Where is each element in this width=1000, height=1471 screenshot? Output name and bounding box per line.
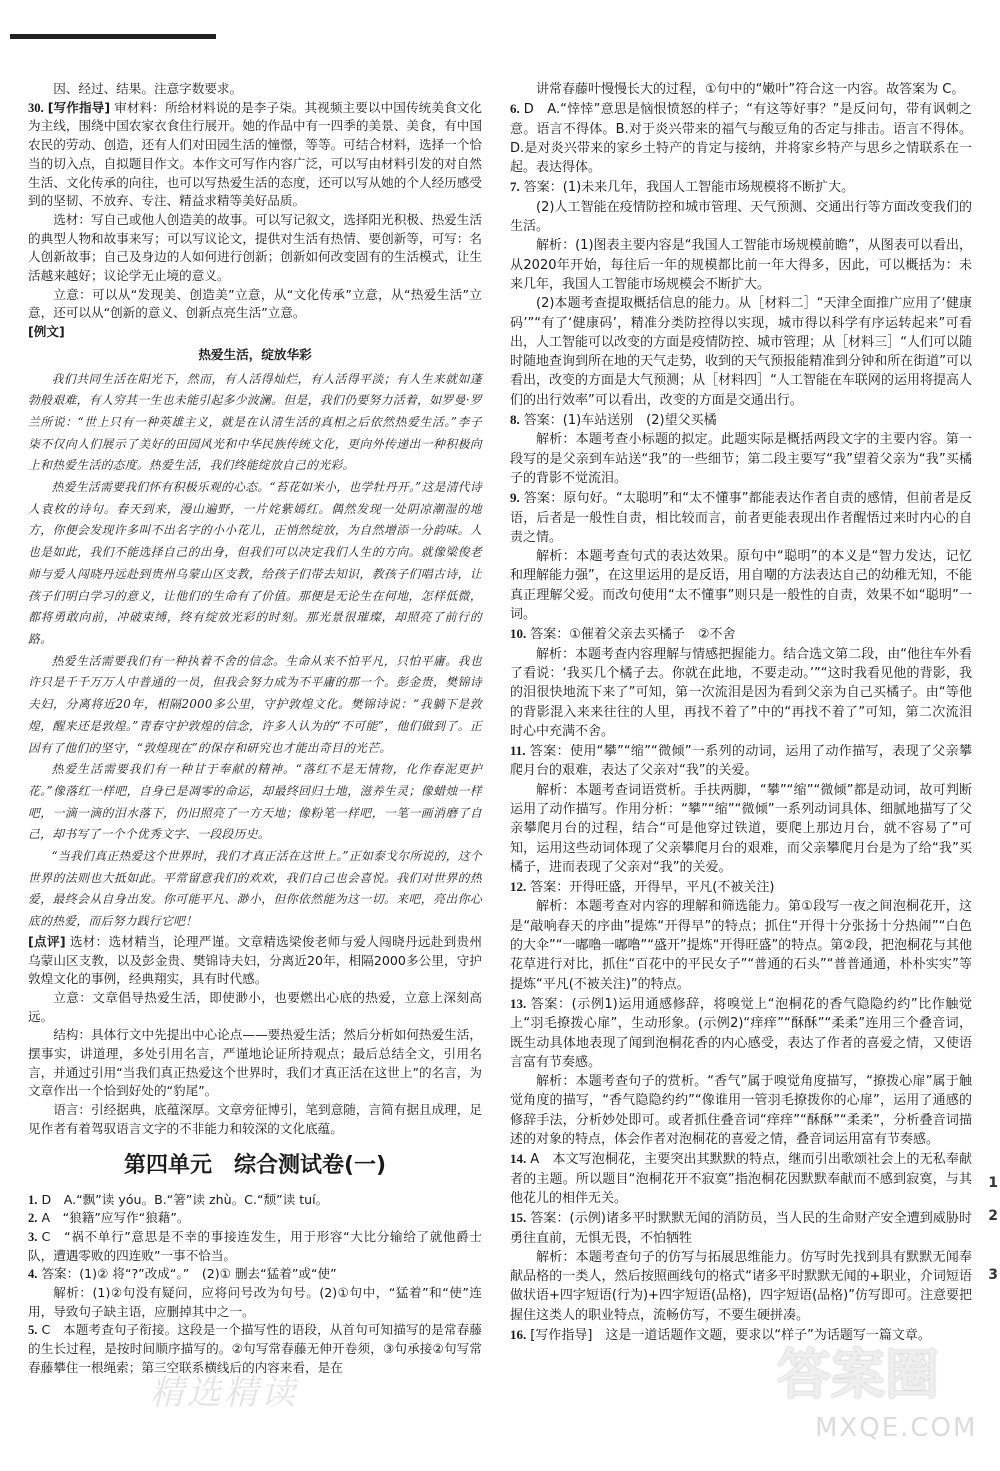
essay-para-1: 我们共同生活在阳光下，然而，有人活得灿烂，有人活得平淡；有人生来就如蓬勃般艰难，有人穷其一生也未能引起多少波澜。但是，我们仍要努力活着，如罗曼·罗兰所说：“世上只有一种英雄主义，就是在认清生活的真相之后依然热爱生活。”李子柒不仅向人们展示了美好的田园风光和中华民族传统文化，更向外传递出一种积极向上和热爱生活的态度。热爱生活，我们终能绽放自己的光彩。 [28,371,482,473]
continuation-text-right: 讲常春藤叶慢慢长大的过程，①句中的“嫩叶”符合这一内容。故答案为 C。 [536,82,965,97]
answer-text: (2)本题考查提取概括信息的能力。从［材料二］“天津全面推广应用了‘健康码’”“有了‘健康码’，精准分类防控得以实现，城市得以科学有序运转起来”可看出，人工智能可以改变的方面是疫情防控、城市管理；从［材料三］“人们可以随时随地查询到所在地的天气走势，收到的天气预报能精准到分钟和所在街道”可以看出，改变的方面是大气预测；从［材料四］“人工智能在车联网的运用将提高人们的出行效率”可以看出，改变的方面是交通出行。 [510,296,972,408]
answer-text: 解析：本题考查对内容的理解和筛选能力。第①段写一夜之间泡桐花开，这是“敲响春天的序曲”提炼“开得早”的特点；抓住“开得十分张扬十分热闹”“白色的大伞”“一嘟噜一嘟噜”“盛开”提炼“开得旺盛”的特点。第②段，把泡桐花与其他花草进行对比，抓住“百花中的平民女子”“普通的石头”“普普通通，朴朴实实”等提炼“平凡(不被关注)”的特点。 [510,899,972,992]
answer-text: A “狼籍”应写作“狼藉”。 [41,1210,190,1226]
answer-text: 解析：本题考查句子的仿写与拓展思维能力。仿写时先找到具有默默无闻奉献品格的一类人，然后按照画线句的格式“诸多平时默默无闻的+职业，介词短语做状语+四字短语(行为)+四字短语(品格)，四字短语(品格)”仿写即可。注意要把握住这类人的职业特点，流畅仿写，不要生硬拼凑。 [510,1249,972,1323]
answer-text: D A.“飘”读 yóu。B.“箸”读 zhù。C.“颓”读 tuí。 [41,1191,329,1207]
answer-item [510,877,972,897]
answer-text: 答案：(示例1)运用通感修辞，将嗅觉上“泡桐花的香气隐隐约约”比作触觉上“羽毛撩拨心扉”，生动形象。(示例2)“痒痒”“酥酥”“柔柔”连用三个叠音词，既生动具体地表现了闻到泡桐花香的内心感受，表达了作者的喜爱之情，又使语言富有节奏感。 [510,996,972,1070]
unit-title: 第四单元 综合测试卷(一) [123,1152,387,1178]
answer-text: 答案：(1)② 将“?”改成“。” (2)① 删去“猛着”或“使” [41,1266,337,1282]
margin-number-1: 1 [988,1175,998,1191]
answer-text: 答案：①催着父亲去买橘子 ②不舍 [530,627,736,643]
answer-number: 3. [28,1229,38,1244]
answer-number: 14. [510,1151,527,1167]
answer-item [28,1228,482,1265]
answer-text: 解析：本题考查小标题的拟定。此题实际是概括两段文字的主要内容。第一段写的是父亲到车站送“我”的一些细节；第二段主要写“我”望着父亲为“我”买橘子的背影不觉流泪。 [510,432,972,486]
faint-stamp-text: 精选精读 [150,1373,298,1413]
answer-item [510,994,972,1072]
answer-item [510,236,972,294]
q30-tag: [写作指导] [47,99,111,115]
answer-item [510,624,972,644]
review-para-1: [点评] 选材：选材精当，论理严谨。文章精选梁俊老师与爱人闯晓丹远赴到贵州乌蒙山区支教，以及彭金贵、樊锦诗夫妇，分离近20年，相隔2000多公里，守护敦煌文化的事例，经典翔实，具有时代感。 [28,933,483,987]
answer-item [28,1191,482,1210]
answer-text: 答案：(示例)诸多平时默默无闻的消防员，当人民的生命财产安全遭到威胁时勇往直前，无惧无畏，不怕牺牲 [510,1211,972,1246]
right-answer-list [510,99,972,1345]
answer-item [510,177,972,197]
answer-text: 答案：原句好。“太聪明”和“太不懂事”都能表达作者自责的感情，但前者是反语，后者是一般性自责，相比较而言，前者更能表现出作者醒悟过来时内心的自责之情。 [510,491,972,545]
answer-item [28,1265,482,1284]
answer-text: 解析：本题考查词语赏析。手扶两脚，“攀”“缩”“微倾”都是动词，故可判断运用了动作描写。作用分析：“攀”“缩”“微倾”一系列动词具体、细腻地描写了父亲攀爬月台的过程，结合“可是他穿过铁道，要爬上那边月台，就不容易了”可知，运用这些动词体现了父亲攀爬月台的艰难，而父亲攀爬月台是为了给“我”买橘子，进而表现了父亲对“我”的关爱。 [510,782,972,875]
answer-item [510,897,972,993]
margin-number-2: 2 [988,1208,998,1224]
header-rule [10,34,216,39]
answer-text: C 本题考查句子衔接。这段是一个描写性的语段，从首句可知描写的是常春藤的生长过程，是按时间顺序描写的。②句写常春藤无伸开卷须，③句承接②句写常春藤攀住一根绳索；第三空联系横线后的内容来看，是在 [28,1322,482,1375]
answer-item [510,1072,972,1149]
review-para-4: 语言：引经据典，底蕴深厚。文章旁征博引，笔到意随，言简有据且成理，足见作者有着驾驭语言文字的不非能力和较深的文化底蕴。 [28,1102,482,1136]
answer-number: 9. [510,490,520,506]
margin-number-3: 3 [988,1267,998,1283]
essay-para-3: 热爱生活需要我们有一种执着不舍的信念。生命从来不怕平凡，只怕平庸。我也许只是千千万万人中普通的一员，但我会努力成为不平庸的那一个。彭金贵，樊锦诗夫妇，分离将近20年，相隔2000多公里，守护敦煌文化。樊锦诗说：“我躺下是敦煌，醒来还是敦煌。”青春守护敦煌的信念，许多人认为的“不可能”，他们做到了。正因有了他们的坚守，“敦煌现在”的保存和研究也才能出奇目的光芒。 [28,653,482,755]
answer-number: 12. [510,879,527,895]
answer-item [510,1149,972,1208]
example-tag: [例文] [28,324,65,340]
answer-item [510,198,972,237]
answer-item [510,781,972,877]
answer-number: 15. [510,1210,527,1226]
answer-text: 解析：本题考查句子的赏析。“香气”属于嗅觉角度描写，“撩拨心扉”属于触觉角度的描写，“香气隐隐约约”“像谁用一管羽毛撩拨你的心扉”，运用了通感的修辞手法，分析妙处即可。或者抓住叠音词“痒痒”“酥酥”“柔柔”，分析叠音词描述的对象的特点，体会作者对泡桐花的喜爱之情，叠音词运用富有节奏感。 [510,1074,972,1148]
q30-number: 30. [28,100,44,115]
answer-number: 6. [510,101,520,117]
watermark-logo [771,1343,976,1453]
left-answer-list [28,1191,482,1378]
left-column [28,80,482,1378]
answer-number: 10. [510,626,527,642]
review-tag: [点评] [28,933,66,949]
answer-number: 1. [28,1192,38,1207]
answer-text: 解析：本题考查内容理解与情感把握能力。结合选文第二段，由“他往车外看了看说：‘我买几个橘子去。你就在此地，不要走动。’”“这时我看见他的背影，我的泪很快地流下来了”可知，第一次流泪是因为看到父亲为自己买橘子。由“等他的背影混入来来往往的人里，再找不着了”中的“再找不着了”可知，第二次流泪时心中充满不舍。 [510,646,972,739]
q30-para-2: 选材：写自己或他人创造美的故事。可以写记叙文，选择阳光积极、热爱生活的典型人物和故事来写；可以写议论文，提供对生活有热情、要创新等，可写：名人创新故事；自己及身边的人如何进行创新；创新如何改变固有的生活模式，让生活越来越好；议论学无止境的意义。 [28,211,482,284]
answer-number: 16. [510,1327,527,1342]
answer-item [28,1209,482,1228]
q30-text-1: 审材料：所给材料说的是李子柒。其视频主要以中国传统美食文化为主线，围绕中国农家衣食住行展开。她的作品中有一四季的美景、美食，有中国农民的劳动、创造，还有人们对田园生活的憧憬，等等。可结合材料，选择一个恰当的切入点，自拟题目作文。本作文可写作内容广泛，可以写由材料引发的对自然生活、文化传承的向往，也可以写热爱生活的态度，还可以写从她的个人经历感受到的坚韧、不放弃、专注、精益求精等美好品质。 [28,99,483,209]
answer-text: 答案：(1)未来几年，我国人工智能市场规模将不断扩大。 [523,180,855,196]
answer-text: (2)人工智能在疫情防控和城市管理、天气预测、交通出行等方面改变我们的生活。 [510,199,972,235]
continuation-text: 因、经过、结果。注意字数要求。 [53,81,243,96]
answer-text: 解析：(1)②句没有疑问，应将问号改为句号。(2)①句中，“猛着”和“使”连用，导致句子缺主语，应删掉其中之一。 [28,1285,482,1319]
answer-text: D A.“悻悻”意思是恼恨愤怒的样子；“有这等好事？”是反问句，带有讽刺之意。语言不得体。B.对于炎兴带来的福气与酸豆角的否定与排击。语言不得体。D.是对炎兴带来的家乡土特产的肯定与接纳，并将家乡特产与思乡之情联系在一起。表达得体。 [510,102,972,176]
answer-text: 答案：(1)车站送别 (2)望父买橘 [523,413,717,429]
answer-item [510,410,972,430]
answer-text: C “祸不单行”意思是不幸的事接连发生，用于形容“大比分输给了就他爵士队，遭遇零败的四连败”一事不恰当。 [28,1228,482,1263]
answer-text: [写作指导] 这是一道话题作文题，要求以“样子”为话题写一篇文章。 [530,1328,931,1343]
answer-text: A 本文写泡桐花，主要突出其默默的特点，继而引出歌颂社会上的无私奉献者的主题。所以题目“泡桐花开不寂寞”指泡桐花因默默奉献而不感到寂寞，与其他花儿的相伴无关。 [510,1152,972,1206]
essay-para-5: “当我们真正热爱这个世界时，我们才真正活在这世上。”正如泰戈尔所说的，这个世界的法则也大抵如此。平常留意我们的欢欢，我们自己也会喜悦。我们对世界的热爱，最终会从自身出发。你可能平凡、渺小，但你依然能为这一切。来吧，亮出你心底的热爱，而后努力践行它吧！ [28,849,482,929]
answer-number: 7. [510,179,520,195]
answer-text: 解析：(1)图表主要内容是“我国人工智能市场规模前瞻”，从图表可以看出，从2020年开始，每往后一年的规模都比前一年大得多，因此，可以概括为：未来几年，我国人工智能市场规模会不断扩大。 [510,238,972,292]
answer-number: 4. [28,1267,38,1282]
answer-item [510,99,972,177]
essay-para-4: 热爱生活需要我们有一种甘于奉献的精神。“落红不是无情物，化作春泥更护花。”像落红一样吧，自身已是凋零的命运，却最终回归土地，滋养生灵；像蜡烛一样吧，一滴一滴的泪水落下，仍旧照亮了一方天地；像粉笔一样吧，一笔一画消磨了自己，却书写了一个个优秀文字、一段段历史。 [28,762,482,842]
answer-number: 8. [510,412,520,428]
essay-para-2: 热爱生活需要我们怀有积极乐观的心态。“苔花如米小，也学牡丹开。”这是清代诗人袁枚的诗句。春天到来，漫山遍野，一片姹紫嫣红。偶然发现一处阴凉潮湿的地方，你便会发现许多叫不出名字的小小花儿，正悄然绽放，为自然增添一分韵味。人也是如此，我们不能选择自己的出身，但我们可以决定我们人生的方向。就像梁俊老师与爱人闯晓丹远赴到贵州乌蒙山区支教，给孩子们带去知识，教孩子们唱古诗，让孩子们明白学习的意义，让他们的生命有了价值。那便是无论生在何地，怎样低微，都将勇敢向前，冲破束缚，终有绽放光彩的时刻。那光景很璀璨，却照亮了前行的路。 [28,480,482,646]
review-para-2: 立意：文章倡导热爱生活，即使渺小，也要燃出心底的热爱，立意上深刻高远。 [28,989,482,1024]
q30-para-3: 立意：可以从“发现美、创造美”立意，从“文化传承”立意，从“热爱生活”立意，还可以从“创新的意义、创新点亮生活”立意。 [28,286,482,321]
answer-item [510,1248,972,1325]
answer-item [510,430,972,488]
answer-number: 2. [28,1211,38,1226]
answer-number: 5. [28,1323,38,1338]
answer-number: 13. [510,995,527,1011]
answer-number: 11. [510,743,526,759]
answer-text: 答案：开得旺盛，开得早，平凡(不被关注) [530,880,775,896]
answer-item [510,1208,972,1248]
essay-title: 热爱生活，绽放华彩 [198,346,312,362]
answer-item [510,294,972,410]
answer-item [28,1284,482,1321]
review-para-3: 结构：具体行文中先提出中心论点——要热爱生活；然后分析如何热爱生活，摆事实，讲道理，多处引用名言，严谨地论证所持观点；最后总结全文，引用名言，并通过引用“当我们真正热爱这个世界时，我们才真正活在这世上”的名言，为文章作出一个恰到好处的“豹尾”。 [28,1027,482,1099]
answer-item [510,645,972,741]
answer-item [28,1321,482,1377]
watermark-big-text: 答案圈 [777,1343,939,1406]
answer-text: 答案：使用“攀”“缩”“微倾”一系列的动词，运用了动作描写，表现了父亲攀爬月台的艰难，表达了父亲对“我”的关爱。 [510,744,972,779]
answer-item [510,741,972,781]
q30-para-1 [28,99,482,211]
watermark-url: MXQE.COM [815,1413,978,1443]
answer-item [510,547,972,624]
right-column [510,80,972,1345]
answer-text: 解析：本题考查句式的表达效果。原句中“聪明”的本义是“智力发达，记忆和理解能力强”，在这里运用的是反语，用自嘲的方法表达自己的幼稚无知，不能真正理解父爱。而改句使用“太不懂事”则只是一般性的自责，效果不如“聪明”一词。 [510,549,972,623]
answer-item [510,488,972,547]
